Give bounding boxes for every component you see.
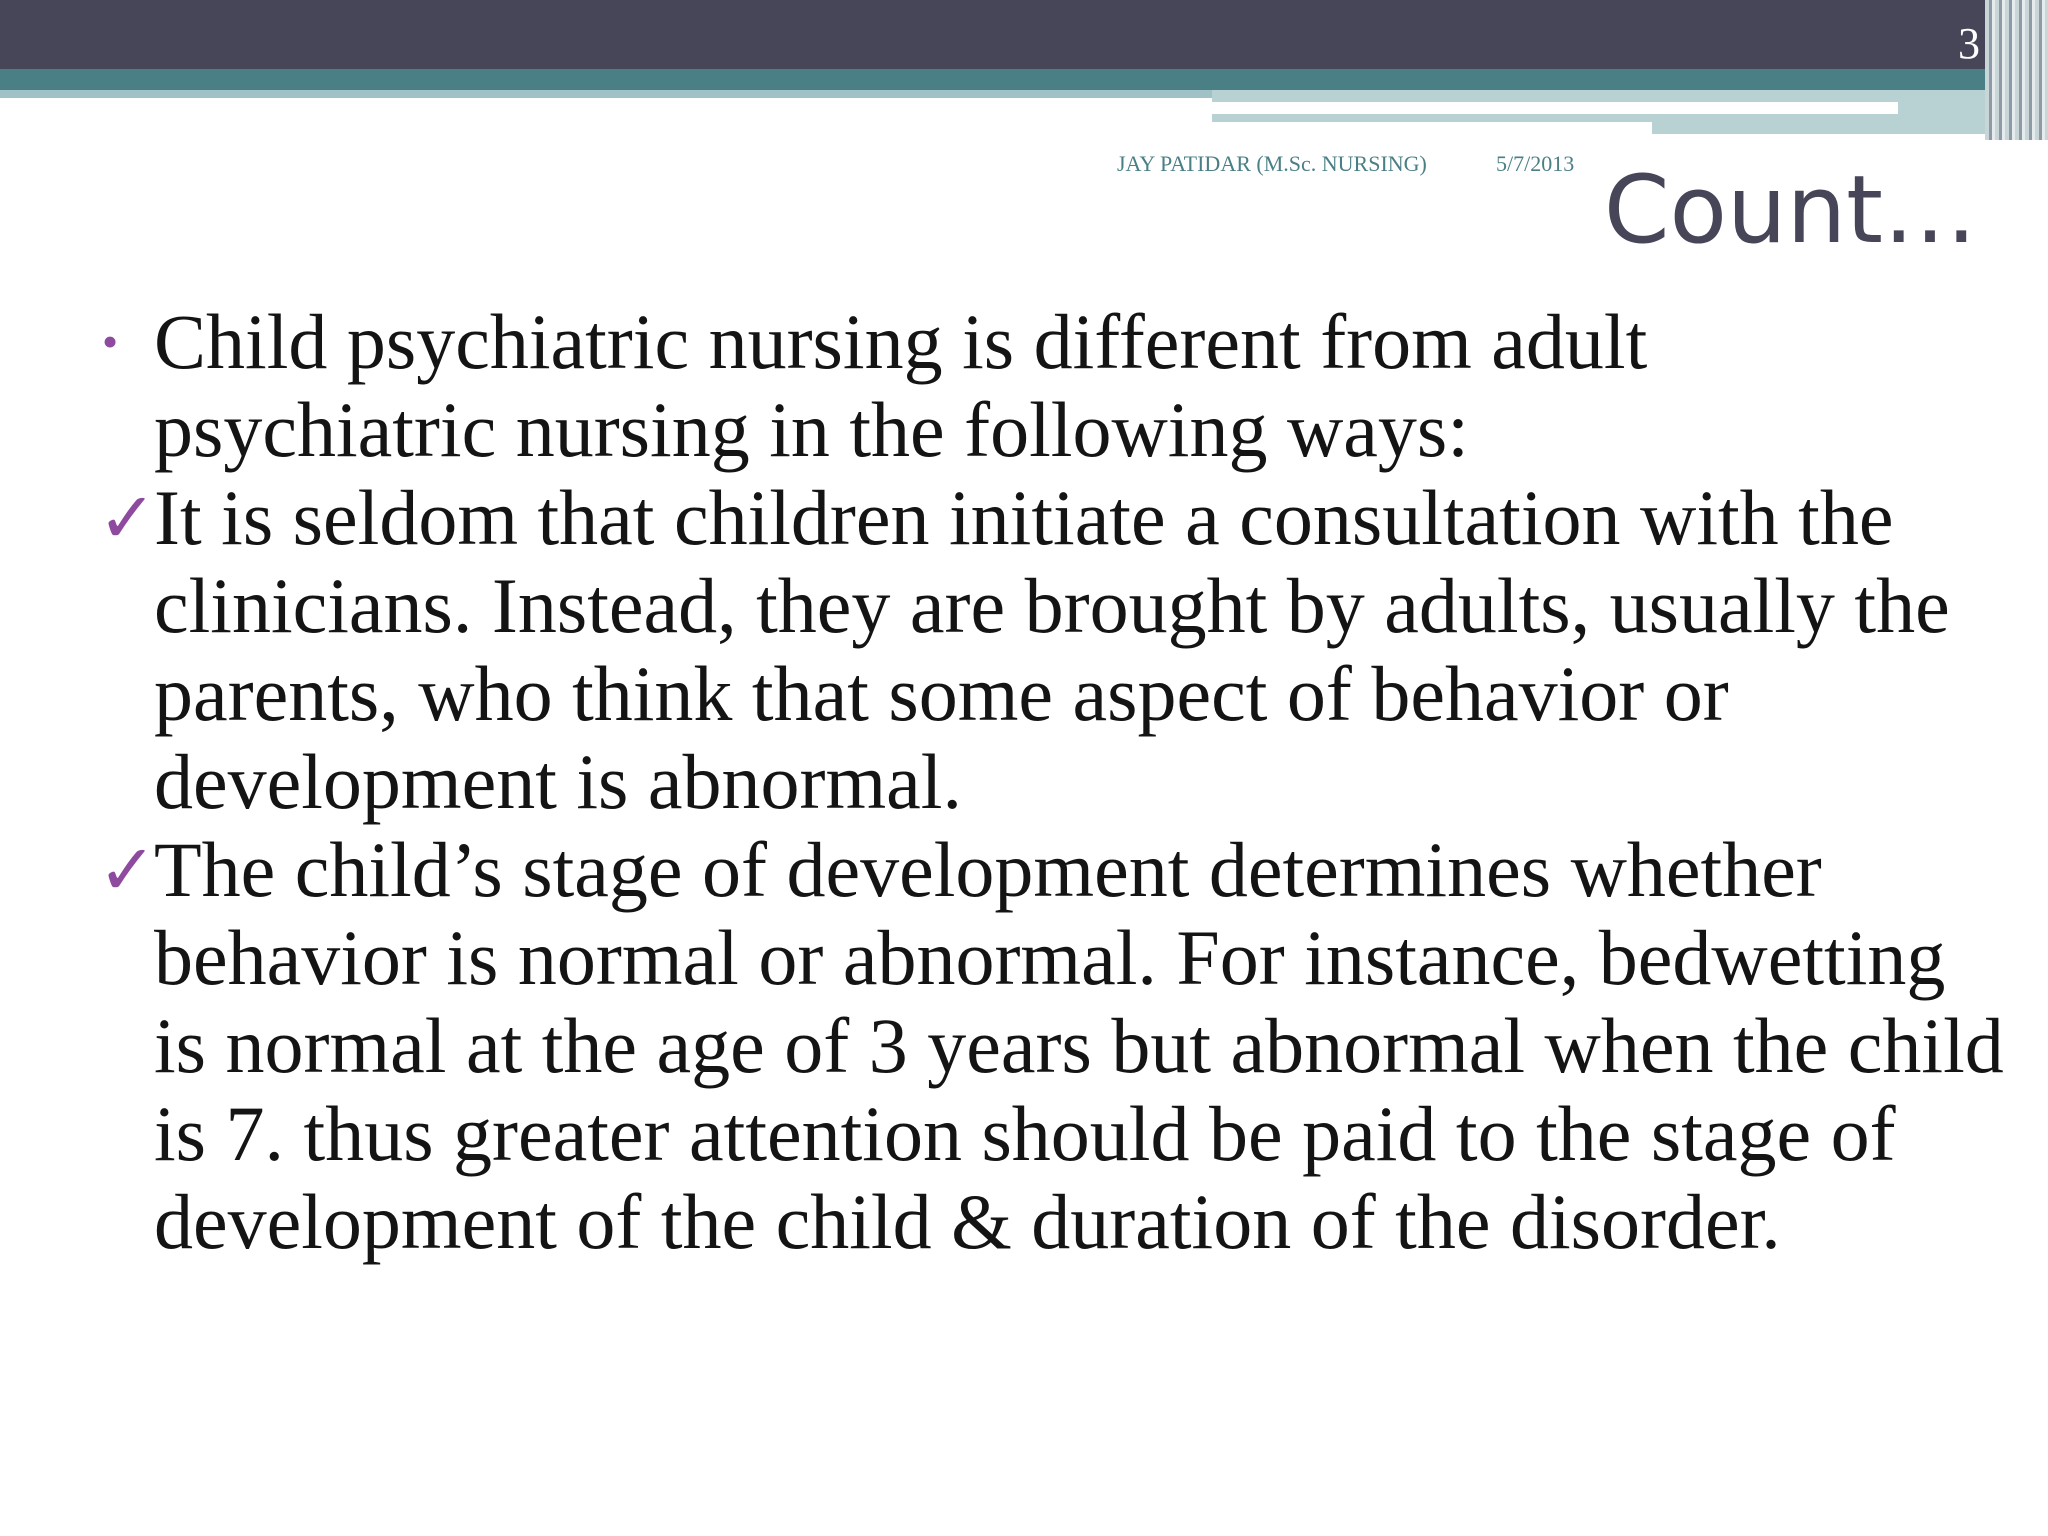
list-item-text: Child psychiatric nursing is different from adult psychiatric nursing in the following ways: bbox=[154, 298, 1648, 473]
slide-body bbox=[98, 298, 2008, 1266]
list-item bbox=[98, 298, 2008, 474]
footer-date: 5/7/2013 bbox=[1496, 151, 1575, 176]
list-item-text: It is seldom that children initiate a consultation with the clinicians. Instead, they are brought by adults, usually the parents, who think that some aspect of behavior or development is abnormal. bbox=[154, 474, 1950, 825]
header-edge-lines bbox=[1985, 0, 2048, 140]
header-stripe bbox=[1212, 102, 1898, 114]
header-band-teal bbox=[0, 69, 2048, 90]
footer-author: JAY PATIDAR (M.Sc. NURSING) bbox=[1117, 151, 1427, 176]
list-item-text: The child’s stage of development determines whether behavior is normal or abnormal. For instance, bedwetting is normal at the age of 3 years but abnormal when the child is 7. thus greater attention should be paid to the stage of development of the child & duration of the disorder. bbox=[154, 826, 2004, 1265]
header-stripe bbox=[1212, 122, 1652, 134]
checkmark-icon: ✓ bbox=[98, 833, 157, 910]
slide-title: Count… bbox=[1603, 156, 1977, 265]
checkmark-icon: ✓ bbox=[98, 481, 157, 558]
list-item bbox=[98, 474, 2008, 826]
list-item bbox=[98, 826, 2008, 1266]
bullet-icon: • bbox=[102, 316, 119, 367]
header-band-dark bbox=[0, 0, 2048, 69]
header-band-light bbox=[0, 90, 1212, 98]
slide-number: 3 bbox=[1958, 19, 1980, 68]
